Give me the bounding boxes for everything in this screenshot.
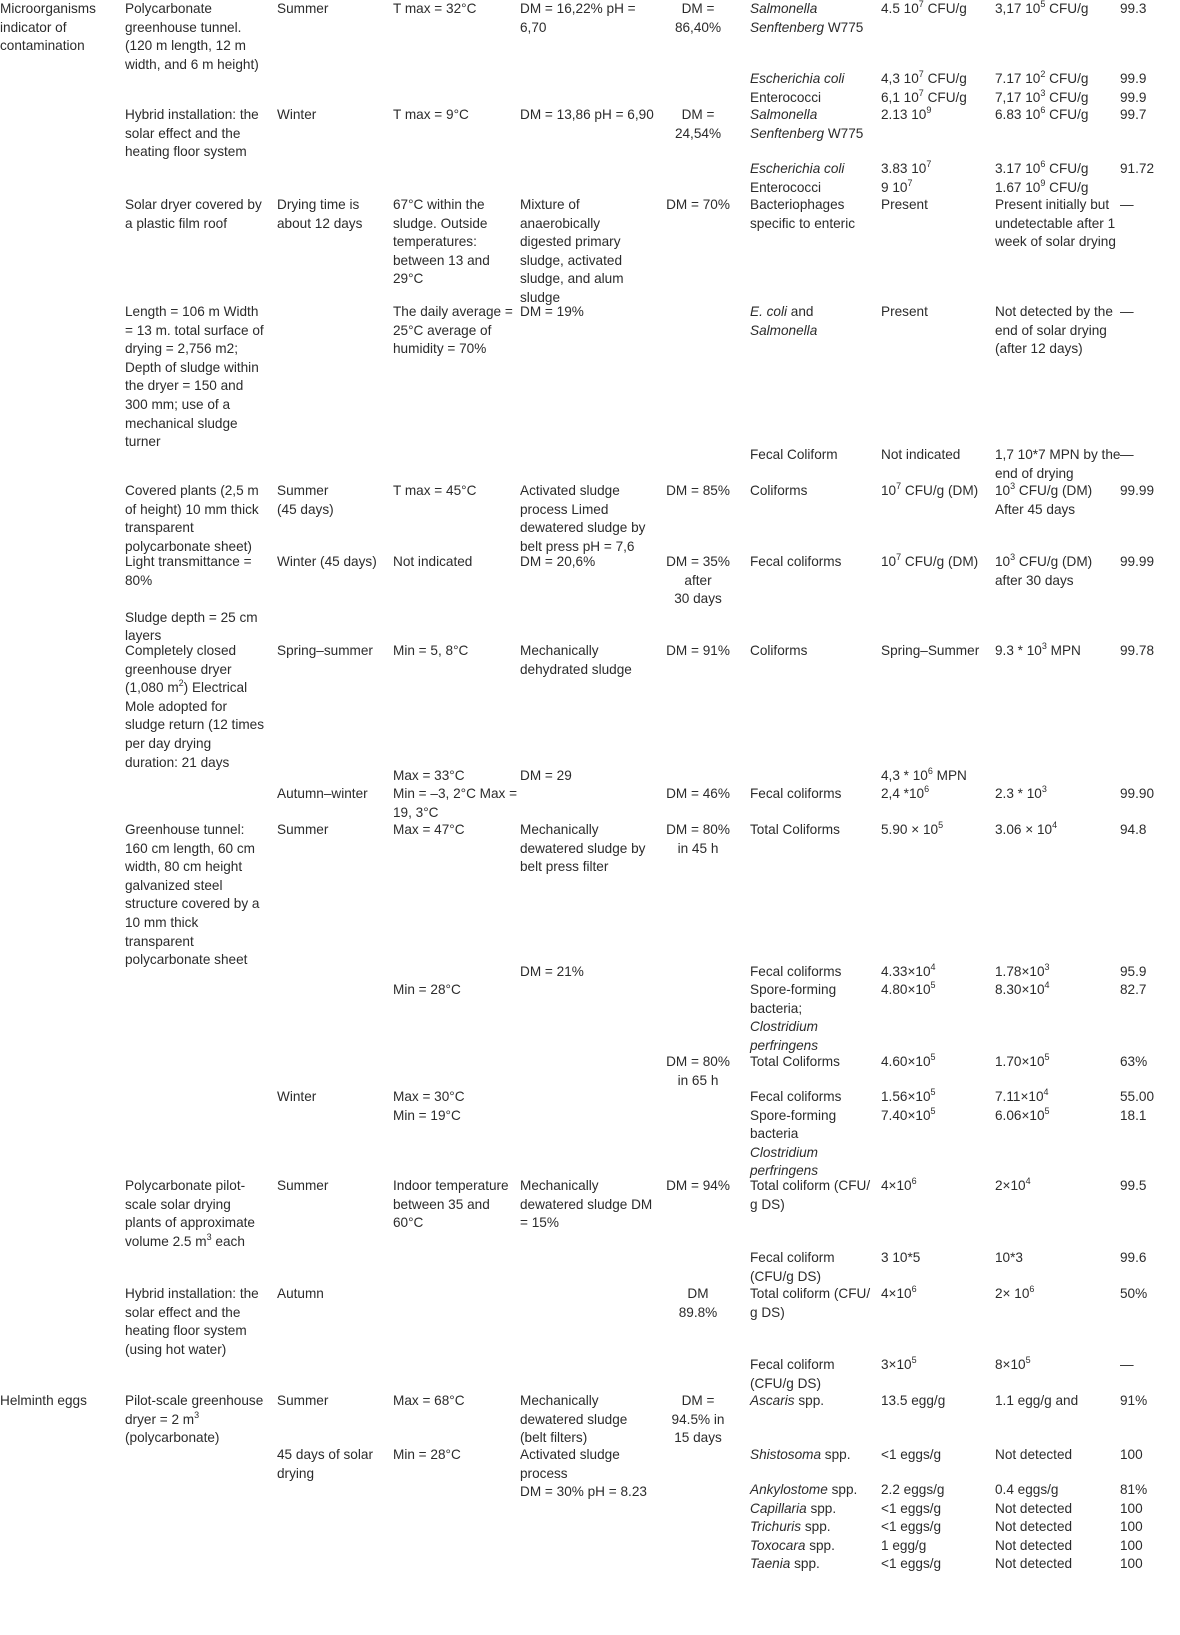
microorganism-cell: Escherichia coli Enterococci bbox=[750, 71, 845, 105]
final-count-cell: $10^3$ CFU/g (DM) after 30 days bbox=[995, 552, 1093, 588]
sludge-cell: DM = 20,6% bbox=[520, 554, 596, 569]
final-count-cell: $7.11\times 10^4$ $6.06\times 10^5$ bbox=[995, 1087, 1050, 1123]
system-cell: Polycarbonate pilot-scale solar drying plants of approximate volume 2.5 $m^3$ each bbox=[125, 1178, 255, 1249]
sludge-cell: Mixture of anaerobically digested primary sludge, activated sludge, and alum sludge bbox=[520, 197, 624, 305]
system-cell: Pilot-scale greenhouse dryer = 2 $m^3$ (polycarbonate) bbox=[125, 1393, 264, 1446]
initial-count-cell: 2,4 $*10^6$ bbox=[881, 784, 930, 801]
reduction-cell: 99.99 bbox=[1120, 483, 1155, 498]
microorganism-cell: Total Coliforms bbox=[750, 1054, 840, 1069]
dry-matter-cell: DM = 91% bbox=[666, 643, 730, 658]
dry-matter-cell: DM = 80% in 45 h bbox=[666, 822, 730, 856]
system-cell: Greenhouse tunnel: 160 cm length, 60 cm width, 80 cm height galvanized steel structure covered by a 10 mm thick transparent polycarbonate sheet bbox=[125, 822, 260, 968]
initial-count-cell: $4.33\times 10^4$ bbox=[881, 962, 936, 979]
reduction-cell: 99.99 bbox=[1120, 554, 1155, 569]
microorganism-cell: Salmonella Senftenberg W775 bbox=[750, 107, 864, 141]
initial-count-cell: $4\times 10^6$ bbox=[881, 1176, 917, 1193]
microorganism-cell: E. coli and Salmonella bbox=[750, 304, 818, 338]
season-cell: Drying time is about 12 days bbox=[277, 197, 363, 231]
reduction-cell: 82.7 bbox=[1120, 982, 1147, 997]
final-count-cell: $1.78\times 10^3$ bbox=[995, 962, 1050, 979]
system-cell: Length = 106 m Width = 13 m. total surface of drying = 2,756 m2; Depth of sludge within the dryer = 150 and 300 mm; use of a mechanical sludge turner bbox=[125, 304, 264, 450]
sludge-cell: DM = 16,22% pH = 6,70 bbox=[520, 1, 636, 35]
temperature-cell: Max = 30°C Min = 19°C bbox=[393, 1089, 465, 1123]
reduction-cell: 94.8 bbox=[1120, 822, 1147, 837]
reduction-cell: 99.7 bbox=[1120, 107, 1147, 122]
reduction-cell: 50% bbox=[1120, 1286, 1148, 1301]
temperature-cell: The daily average = 25°C average of humidity = 70% bbox=[393, 304, 513, 357]
sludge-cell: Activated sludge process Limed dewatered sludge by belt press pH = 7,6 bbox=[520, 483, 646, 554]
microorganism-cell: Coliforms bbox=[750, 643, 808, 658]
system-cell: Polycarbonate greenhouse tunnel. (120 m length, 12 m width, and 6 m height) bbox=[125, 1, 259, 72]
microorganism-cell: Ascaris spp. bbox=[750, 1393, 825, 1408]
reduction-cell: 99.9 99.9 bbox=[1120, 71, 1147, 105]
dry-matter-cell: DM = 94% bbox=[666, 1178, 730, 1193]
final-count-cell: 0.4 eggs/g Not detected Not detected Not detected Not detected bbox=[995, 1482, 1073, 1572]
initial-count-cell: Not indicated bbox=[881, 447, 961, 462]
temperature-cell: T max = 9°C bbox=[393, 107, 469, 122]
final-count-cell: $8\times 10^5$ bbox=[995, 1355, 1031, 1372]
initial-count-cell: $4,3 * 10^6$ MPN bbox=[881, 766, 967, 783]
final-count-cell: $3.06 \times 10^4$ bbox=[995, 820, 1058, 837]
final-count-cell: $9.3 * 10^3$ MPN bbox=[995, 641, 1081, 658]
temperature-cell: Not indicated bbox=[393, 554, 473, 569]
season-cell: Autumn–winter bbox=[277, 786, 368, 801]
season-cell: Autumn bbox=[277, 1286, 324, 1301]
final-count-cell: Not detected bbox=[995, 1447, 1073, 1462]
microorganism-cell: Fecal coliform (CFU/g DS) bbox=[750, 1250, 835, 1284]
reduction-cell: 95.9 bbox=[1120, 964, 1147, 979]
initial-count-cell: 3.83 $10^7$ 9 $10^7$ bbox=[881, 159, 932, 195]
temperature-cell: T max = 32°C bbox=[393, 1, 477, 16]
microorganism-cell: Bacteriophages specific to enteric bbox=[750, 197, 856, 231]
initial-count-cell: $10^7$ CFU/g (DM) bbox=[881, 481, 979, 498]
sludge-cell: Mechanically dewatered sludge by belt press filter bbox=[520, 822, 646, 875]
dry-matter-cell: DM = 86,40% bbox=[674, 1, 722, 35]
system-cell: Solar dryer covered by a plastic film roof bbox=[125, 197, 262, 231]
reduction-cell: 55.00 18.1 bbox=[1120, 1089, 1155, 1123]
reduction-cell: 99.3 bbox=[1120, 1, 1147, 16]
reduction-cell: — bbox=[1120, 304, 1134, 319]
reduction-cell: 99.5 bbox=[1120, 1178, 1147, 1193]
microorganism-cell: Escherichia coli Enterococci bbox=[750, 161, 845, 195]
final-count-cell: 7.17 $10^2$ CFU/g 7,17 $10^3$ CFU/g bbox=[995, 69, 1089, 105]
microorganism-cell: Salmonella Senftenberg W775 bbox=[750, 1, 864, 35]
temperature-cell: T max = 45°C bbox=[393, 483, 477, 498]
final-count-cell: $1.70\times 10^5$ bbox=[995, 1052, 1050, 1069]
final-count-cell: 10*3 bbox=[995, 1250, 1023, 1265]
dry-matter-cell: DM = 35% after 30 days bbox=[666, 554, 730, 607]
dry-matter-cell: DM = 94.5% in 15 days bbox=[671, 1393, 725, 1446]
temperature-cell: Max = 33°C bbox=[393, 768, 465, 783]
final-count-cell: Present initially but undetectable after 1 week of solar drying bbox=[995, 197, 1116, 250]
microorganism-cell: Total coliform (CFU/ g DS) bbox=[750, 1286, 871, 1320]
microorganism-cell: Fecal coliform (CFU/g DS) bbox=[750, 1357, 835, 1391]
system-cell: Covered plants (2,5 m of height) 10 mm thick transparent polycarbonate sheet) bbox=[125, 483, 259, 554]
system-cell: Completely closed greenhouse dryer (1,080 $m^2$) Electrical Mole adopted for sludge return (12 times per day drying duration: 21 days bbox=[125, 643, 265, 770]
microorganism-cell: Shistosoma spp. bbox=[750, 1447, 851, 1462]
final-count-cell: $2\times 10^6$ bbox=[995, 1284, 1035, 1301]
microorganism-cell: Ankylostome spp. Capillaria spp. Trichuris spp. Toxocara spp. Taenia spp. bbox=[750, 1482, 858, 1572]
microorganism-cell: Fecal Coliform bbox=[750, 447, 838, 462]
microorganism-cell: Total Coliforms bbox=[750, 822, 840, 837]
reduction-cell: 91.72 bbox=[1120, 161, 1155, 176]
final-count-cell: 1.1 egg/g and bbox=[995, 1393, 1079, 1408]
initial-count-cell: $4\times 10^6$ bbox=[881, 1284, 917, 1301]
initial-count-cell: <1 eggs/g bbox=[881, 1447, 942, 1462]
season-cell: Summer bbox=[277, 1393, 329, 1408]
final-count-cell: $2\times 10^4$ bbox=[995, 1176, 1031, 1193]
initial-count-cell: $10^7$ CFU/g (DM) bbox=[881, 552, 979, 569]
initial-count-cell: Present bbox=[881, 197, 928, 212]
temperature-cell: Min = 5, 8°C bbox=[393, 643, 469, 658]
final-count-cell: 1,7 10*7 MPN by the end of drying bbox=[995, 447, 1121, 481]
temperature-cell: Max = 68°C bbox=[393, 1393, 465, 1408]
microorganism-cell: Fecal coliforms bbox=[750, 554, 842, 569]
reduction-cell: 99.78 bbox=[1120, 643, 1155, 658]
microorganism-cell: Spore-forming bacteria; Clostridium perfringens bbox=[750, 982, 837, 1053]
initial-count-cell: 2.13 $10^9$ bbox=[881, 105, 932, 122]
season-cell: Summer bbox=[277, 1, 329, 16]
reduction-cell: 81% 100 100 100 100 bbox=[1120, 1482, 1148, 1572]
dry-matter-cell: DM = 46% bbox=[666, 786, 730, 801]
season-cell: Spring–summer bbox=[277, 643, 373, 658]
initial-count-cell: 13.5 egg/g bbox=[881, 1393, 946, 1408]
temperature-cell: Min = 28°C bbox=[393, 1447, 461, 1462]
dry-matter-cell: DM = 70% bbox=[666, 197, 730, 212]
reduction-cell: 99.6 bbox=[1120, 1250, 1147, 1265]
dry-matter-cell: DM = 24,54% bbox=[674, 107, 722, 141]
category-cell: Helminth eggs bbox=[0, 1393, 87, 1408]
season-cell: Summer bbox=[277, 822, 329, 837]
reduction-cell: — bbox=[1120, 447, 1134, 462]
temperature-cell: Indoor temperature between 35 and 60°C bbox=[393, 1178, 509, 1231]
season-cell: Winter bbox=[277, 1089, 317, 1104]
season-cell: Winter (45 days) bbox=[277, 554, 377, 569]
initial-count-cell: $1.56\times 10^5$ $7.40\times 10^5$ bbox=[881, 1087, 936, 1123]
microorganism-cell: Fecal coliforms Spore-forming bacteria Clostridium perfringens bbox=[750, 1089, 842, 1179]
season-cell: Summer bbox=[277, 1178, 329, 1193]
temperature-cell: Min = 28°C bbox=[393, 982, 461, 997]
reduction-cell: — bbox=[1120, 197, 1134, 212]
initial-count-cell: 3 10*5 bbox=[881, 1250, 921, 1265]
reduction-cell: 99.90 bbox=[1120, 786, 1155, 801]
initial-count-cell: $5.90 \times 10^5$ bbox=[881, 820, 944, 837]
initial-count-cell: 4.5 $10^7$ CFU/g bbox=[881, 0, 967, 16]
final-count-cell: 6.83 $10^6$ CFU/g bbox=[995, 105, 1089, 122]
initial-count-cell: 4,3 $10^7$ CFU/g 6,1 $10^7$ CFU/g bbox=[881, 69, 967, 105]
microorganism-cell: Fecal coliforms bbox=[750, 786, 842, 801]
initial-count-cell: $3\times 10^5$ bbox=[881, 1355, 917, 1372]
dry-matter-cell: DM = 80% in 65 h bbox=[666, 1054, 730, 1088]
temperature-cell: Min = –3, 2°C Max = 19, 3°C bbox=[393, 786, 518, 820]
temperature-cell: 67°C within the sludge. Outside temperatures: between 13 and 29°C bbox=[393, 197, 490, 287]
temperature-cell: Max = 47°C bbox=[393, 822, 465, 837]
initial-count-cell: $4.80\times 10^5$ bbox=[881, 980, 936, 997]
microorganism-cell: Fecal coliforms bbox=[750, 964, 842, 979]
initial-count-cell: Present bbox=[881, 304, 928, 319]
reduction-cell: 100 bbox=[1120, 1447, 1143, 1462]
sludge-cell: DM = 29 bbox=[520, 768, 572, 783]
system-cell: Light transmittance = 80% Sludge depth = 25 cm layers bbox=[125, 554, 258, 644]
microorganism-cell: Coliforms bbox=[750, 483, 808, 498]
sludge-cell: Mechanically dewatered sludge (belt filters) bbox=[520, 1393, 628, 1446]
final-count-cell: Not detected by the end of solar drying (after 12 days) bbox=[995, 304, 1113, 357]
system-cell: Hybrid installation: the solar effect and the heating floor system (using hot water) bbox=[125, 1286, 259, 1357]
final-count-cell: 3.17 $10^6$ CFU/g 1.67 $10^9$ CFU/g bbox=[995, 159, 1089, 195]
microorganism-cell: Total coliform (CFU/ g DS) bbox=[750, 1178, 871, 1212]
season-cell: 45 days of solar drying bbox=[277, 1447, 373, 1481]
final-count-cell: $8.30\times 10^4$ bbox=[995, 980, 1050, 997]
dry-matter-cell: DM = 85% bbox=[666, 483, 730, 498]
season-cell: Winter bbox=[277, 107, 317, 122]
initial-count-cell: 2.2 eggs/g <1 eggs/g <1 eggs/g 1 egg/g <1 eggs/g bbox=[881, 1482, 945, 1572]
sludge-cell: Mechanically dewatered sludge DM = 15% bbox=[520, 1178, 653, 1231]
sludge-cell: DM = 21% bbox=[520, 964, 584, 979]
reduction-cell: 91% bbox=[1120, 1393, 1148, 1408]
final-count-cell: $10^3$ CFU/g (DM) After 45 days bbox=[995, 481, 1093, 517]
sludge-cell: Mechanically dehydrated sludge bbox=[520, 643, 632, 677]
sludge-cell: DM = 19% bbox=[520, 304, 584, 319]
system-cell: Hybrid installation: the solar effect and the heating floor system bbox=[125, 107, 259, 160]
dry-matter-cell: DM 89.8% bbox=[678, 1286, 718, 1320]
category-cell: Microorganisms indicator of contamination bbox=[0, 1, 96, 54]
sludge-cell: Activated sludge process DM = 30% pH = 8.23 bbox=[520, 1447, 647, 1500]
initial-count-cell: $4.60\times 10^5$ bbox=[881, 1052, 936, 1069]
initial-count-cell: Spring–Summer bbox=[881, 643, 980, 658]
season-cell: Summer (45 days) bbox=[277, 483, 334, 517]
final-count-cell: 3,17 $10^5$ CFU/g bbox=[995, 0, 1089, 16]
reduction-cell: 63% bbox=[1120, 1054, 1148, 1069]
reduction-cell: — bbox=[1120, 1357, 1134, 1372]
sludge-cell: DM = 13,86 pH = 6,90 bbox=[520, 107, 654, 122]
final-count-cell: $2.3 * 10^3$ bbox=[995, 784, 1047, 801]
